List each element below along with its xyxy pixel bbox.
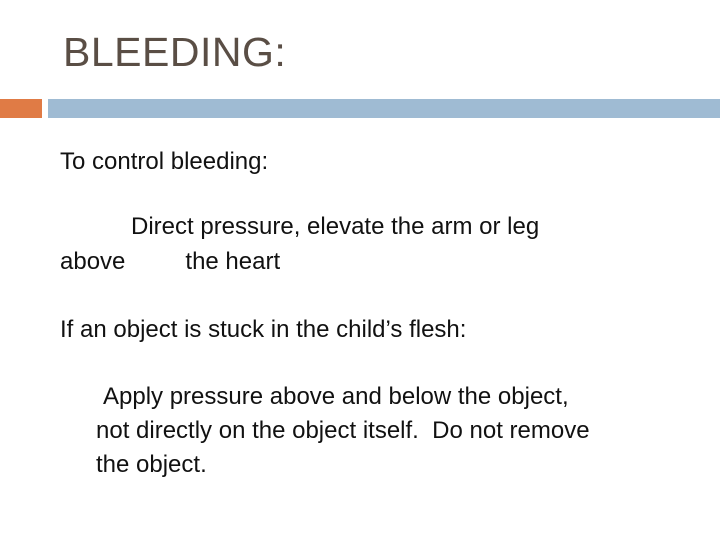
object-stuck-intro-text: If an object is stuck in the child’s flesh: xyxy=(60,316,467,343)
title-divider-accent xyxy=(0,99,42,118)
object-instruction-line-2: not directly on the object itself. Do not remove xyxy=(96,417,590,444)
title-divider-bar xyxy=(48,99,720,118)
direct-pressure-line-1: Direct pressure, elevate the arm or leg xyxy=(131,213,540,240)
bleeding-intro-text: To control bleeding: xyxy=(60,148,269,175)
slide-title: BLEEDING: xyxy=(63,29,287,75)
direct-pressure-line-2: above the heart xyxy=(60,248,281,275)
object-instruction-line-1: Apply pressure above and below the object, xyxy=(103,383,569,410)
object-instruction-line-3: the object. xyxy=(96,451,207,478)
